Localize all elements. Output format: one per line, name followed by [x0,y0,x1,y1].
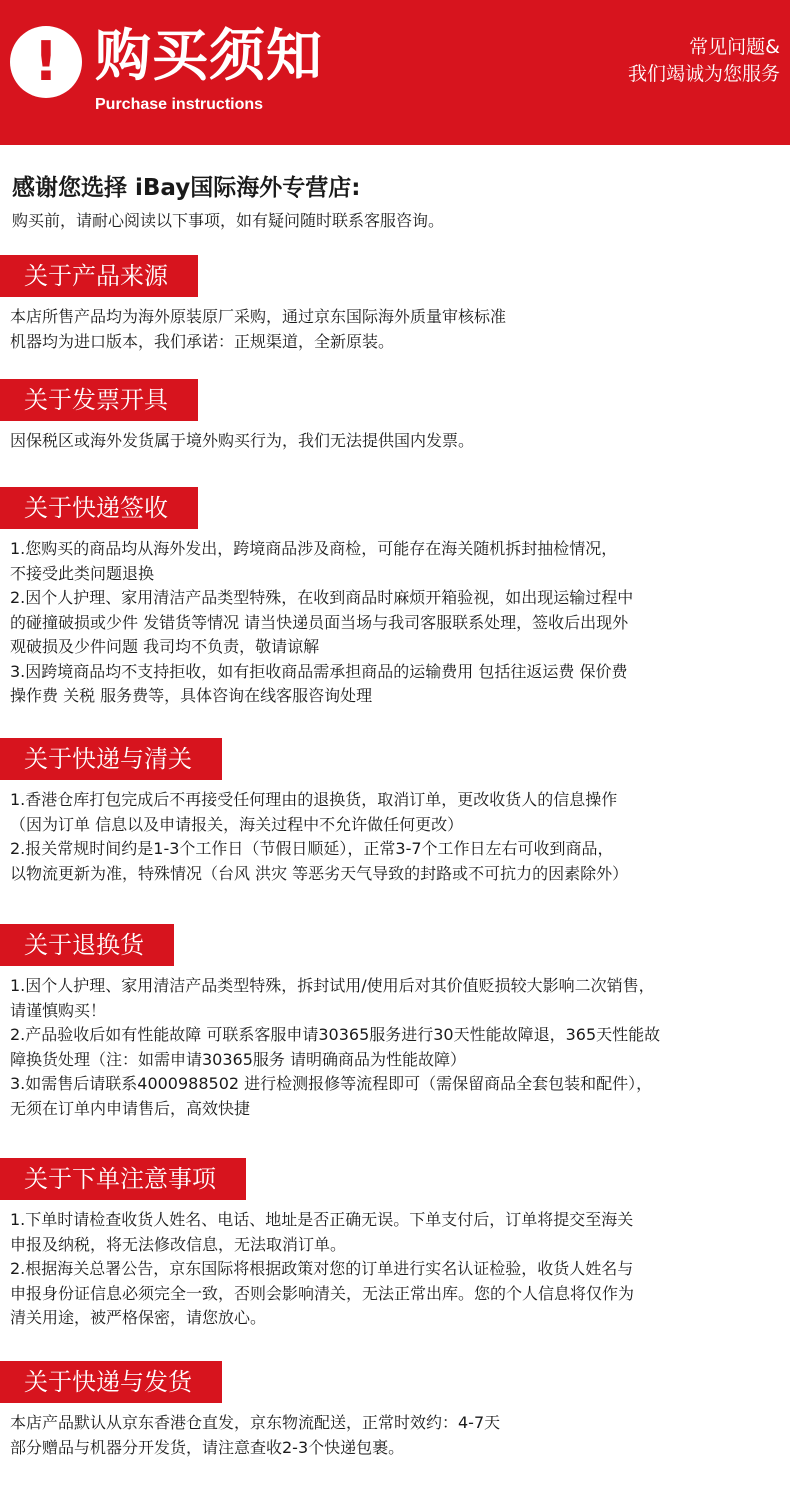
faq-line-2: 我们竭诚为您服务 [627,63,780,85]
body-line: 机器均为进口版本，我们承诺：正规渠道，全新原装。 [10,331,395,351]
body-line: 观破损及少件问题 我司均不负责，敬请谅解 [10,637,320,656]
section-product-source [0,255,790,354]
body-line: 申报及纳税，将无法修改信息，无法取消订单。 [10,1234,347,1254]
body-line: 以物流更新为准，特殊情况（台风 洪灾 等恶劣天气导致的封路或不可抗力的因素除外） [10,863,629,883]
body-line: （因为订单 信息以及申请报关，海关过程中不允许做任何更改） [10,814,464,834]
section-body [0,780,790,886]
section-order-notes [0,1158,790,1331]
intro-subtitle: 购买前，请耐心阅读以下事项，如有疑问随时联系客服咨询。 [12,211,445,230]
intro [12,172,782,234]
section-title: 关于下单注意事项 [0,1158,246,1200]
body-line: 2.根据海关总署公告，京东国际将根据政策对您的订单进行实名认证检验，收货人姓名与 [10,1259,634,1278]
body-line: 3.如需售后请联系4000988502 进行检测报修等流程即可（需保留商品全套包装和配件）， [10,1074,653,1093]
section-title: 关于产品来源 [0,255,198,297]
section-body [0,421,790,454]
body-line: 1.您购买的商品均从海外发出，跨境商品涉及商检，可能存在海关随机拆封抽检情况， [10,539,618,558]
section-shipping [0,1361,790,1460]
section-invoice [0,379,790,454]
body-line: 操作费 关税 服务费等，具体咨询在线客服咨询处理 [10,686,373,705]
body-line: 无须在订单内申请售后，高效快捷 [10,1098,251,1118]
body-line: 不接受此类问题退换 [10,563,155,583]
section-title: 关于快递与发货 [0,1361,222,1403]
body-line: 1.下单时请检查收货人姓名、电话、地址是否正确无误。下单支付后，订单将提交至海关 [10,1210,634,1229]
body-line: 障换货处理（注：如需申请30365服务 请明确商品为性能故障） [10,1049,466,1069]
page-title: 购买须知 [95,24,323,89]
body-line: 清关用途，被严格保密，请您放心。 [10,1308,267,1327]
header-banner [0,0,790,145]
section-body [0,529,790,709]
section-body [0,1200,790,1331]
section-title: 关于退换货 [0,924,174,966]
body-line: 1.因个人护理、家用清洁产品类型特殊，拆封试用/使用后对其价值贬损较大影响二次销售， [10,976,655,995]
faq-note [628,34,780,88]
faq-line-1: 常见问题& [689,36,780,58]
body-line: 因保税区或海外发货属于境外购买行为，我们无法提供国内发票。 [10,431,475,450]
section-customs [0,738,790,886]
section-title: 关于快递与清关 [0,738,222,780]
section-body [0,297,790,354]
body-line: 申报身份证信息必须完全一致，否则会影响清关，无法正常出库。您的个人信息将仅作为 [10,1283,635,1303]
page-subtitle: Purchase instructions [95,96,264,113]
section-body [0,1403,790,1460]
alert-icon: ! [10,26,82,98]
body-line: 的碰撞破损或少件 发错货等情况 请当快递员面当场与我司客服联系处理，签收后出现外 [10,612,629,632]
body-line: 请谨慎购买！ [10,1000,107,1020]
body-line: 3.因跨境商品均不支持拒收，如有拒收商品需承担商品的运输费用 包括往返运费 保价费 [10,661,628,681]
section-title: 关于发票开具 [0,379,198,421]
body-line: 本店所售产品均为海外原装原厂采购，通过京东国际海外质量审核标准 [10,307,507,326]
intro-title: 感谢您选择 iBay国际海外专营店: [12,175,361,201]
body-line: 2.因个人护理、家用清洁产品类型特殊，在收到商品时麻烦开箱验视，如出现运输过程中 [10,588,634,607]
body-line: 部分赠品与机器分开发货，请注意查收2-3个快递包裹。 [10,1437,405,1457]
section-returns [0,924,790,1121]
section-delivery-signing [0,487,790,709]
section-title: 关于快递签收 [0,487,198,529]
body-line: 1.香港仓库打包完成后不再接受任何理由的退换货，取消订单，更改收货人的信息操作 [10,790,618,809]
body-line: 2.产品验收后如有性能故障 可联系客服申请30365服务进行30天性能故障退，365天性能故 [10,1025,661,1044]
section-body [0,966,790,1121]
body-line: 2.报关常规时间约是1-3个工作日（节假日顺延），正常3-7个工作日左右可收到商品， [10,839,614,858]
body-line: 本店产品默认从京东香港仓直发，京东物流配送，正常时效约：4-7天 [10,1413,501,1432]
